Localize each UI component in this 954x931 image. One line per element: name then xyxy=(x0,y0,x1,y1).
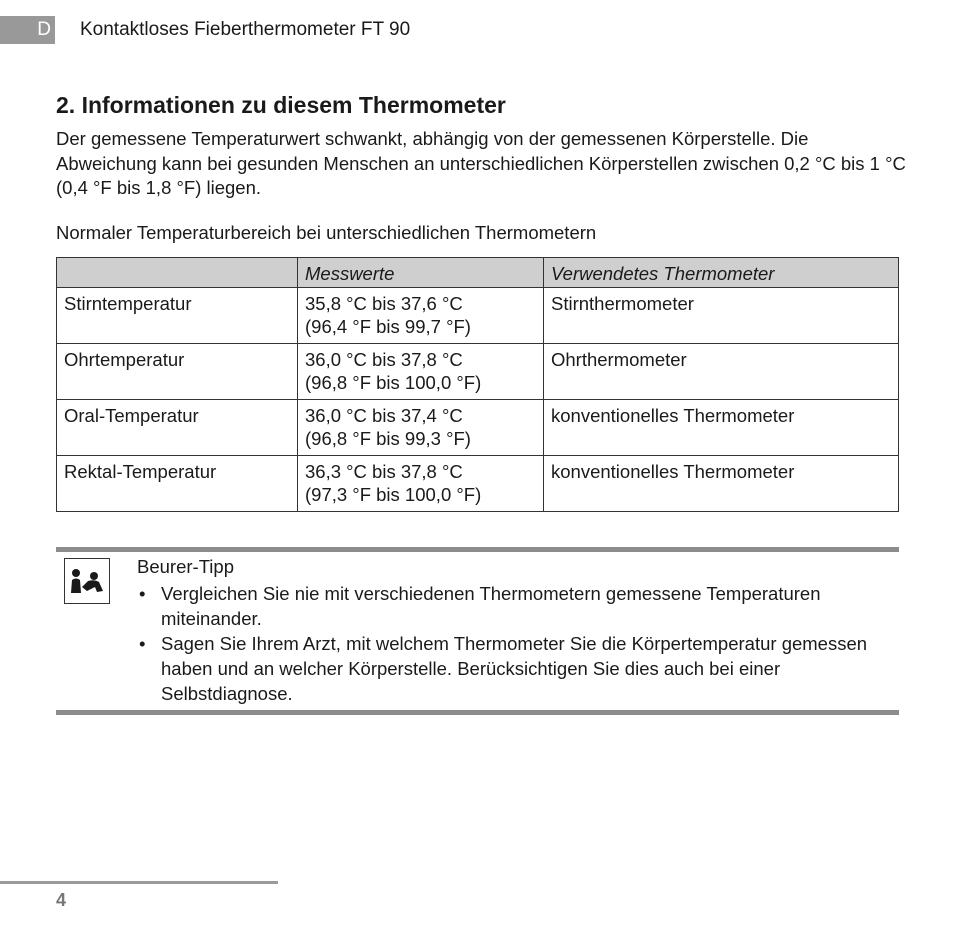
cell-body-site: Stirntemperatur xyxy=(57,288,298,344)
range-celsius: 36,3 °C bis 37,8 °C xyxy=(305,461,463,482)
section-title: 2. Informationen zu diesem Thermometer xyxy=(56,92,506,118)
cell-body-site: Rektal-Temperatur xyxy=(57,456,298,512)
tip-top-rule xyxy=(56,547,899,552)
cell-body-site: Oral-Temperatur xyxy=(57,400,298,456)
cell-body-site: Ohrtemperatur xyxy=(57,344,298,400)
table-header-row xyxy=(57,258,899,288)
table-row xyxy=(57,288,899,344)
range-celsius: 36,0 °C bis 37,4 °C xyxy=(305,405,463,426)
table-row xyxy=(57,456,899,512)
tip-list xyxy=(137,581,902,706)
range-fahrenheit: (97,3 °F bis 100,0 °F) xyxy=(305,484,482,505)
cell-thermometer-type: Stirnthermometer xyxy=(544,288,899,344)
language-tab: D xyxy=(0,16,55,44)
cell-measurement-range xyxy=(298,456,544,512)
page-number: 4 xyxy=(56,890,67,910)
range-fahrenheit: (96,8 °F bis 100,0 °F) xyxy=(305,372,482,393)
table-row xyxy=(57,344,899,400)
header-cell-thermometer: Verwendetes Thermometer xyxy=(544,258,899,288)
range-fahrenheit: (96,8 °F bis 99,3 °F) xyxy=(305,428,471,449)
cell-measurement-range xyxy=(298,344,544,400)
document-header-title: Kontaktloses Fieberthermometer FT 90 xyxy=(80,19,411,40)
cell-thermometer-type: Ohrthermometer xyxy=(544,344,899,400)
cell-thermometer-type: konventionelles Thermometer xyxy=(544,456,899,512)
range-celsius: 35,8 °C bis 37,6 °C xyxy=(305,293,463,314)
list-item: • Sagen Sie Ihrem Arzt, mit welchem Thermometer Sie die Körpertemperatur gemessen haben und an welcher Körperstelle. Berücksichtigen Sie dies auch bei einer Selbstdiagnose. xyxy=(137,631,902,706)
tip-bottom-rule xyxy=(56,710,899,715)
header-cell-site xyxy=(57,258,298,288)
cell-thermometer-type: konventionelles Thermometer xyxy=(544,400,899,456)
table-row xyxy=(57,400,899,456)
list-item: • Vergleichen Sie nie mit verschiedenen Thermometern gemessene Temperaturen miteinander. xyxy=(137,581,902,631)
range-celsius: 36,0 °C bis 37,8 °C xyxy=(305,349,463,370)
table-caption: Normaler Temperaturbereich bei unterschiedlichen Thermometern xyxy=(56,222,597,243)
header-cell-measurements: Messwerte xyxy=(298,258,544,288)
footer-rule xyxy=(0,881,278,884)
tip-title: Beurer-Tipp xyxy=(137,556,234,577)
temperature-range-table xyxy=(56,257,899,512)
cell-measurement-range xyxy=(298,400,544,456)
doctor-advice-icon xyxy=(64,558,110,604)
range-fahrenheit: (96,4 °F bis 99,7 °F) xyxy=(305,316,471,337)
cell-measurement-range xyxy=(298,288,544,344)
intro-paragraph: Der gemessene Temperaturwert schwankt, abhängig von der gemessenen Körperstelle. Die Abweichung kann bei gesunden Menschen an unterschiedlichen Körperstellen zwischen 0,2 °C bis 1 °C (0,4 °F bis 1,8 °F) liegen. xyxy=(56,128,906,198)
